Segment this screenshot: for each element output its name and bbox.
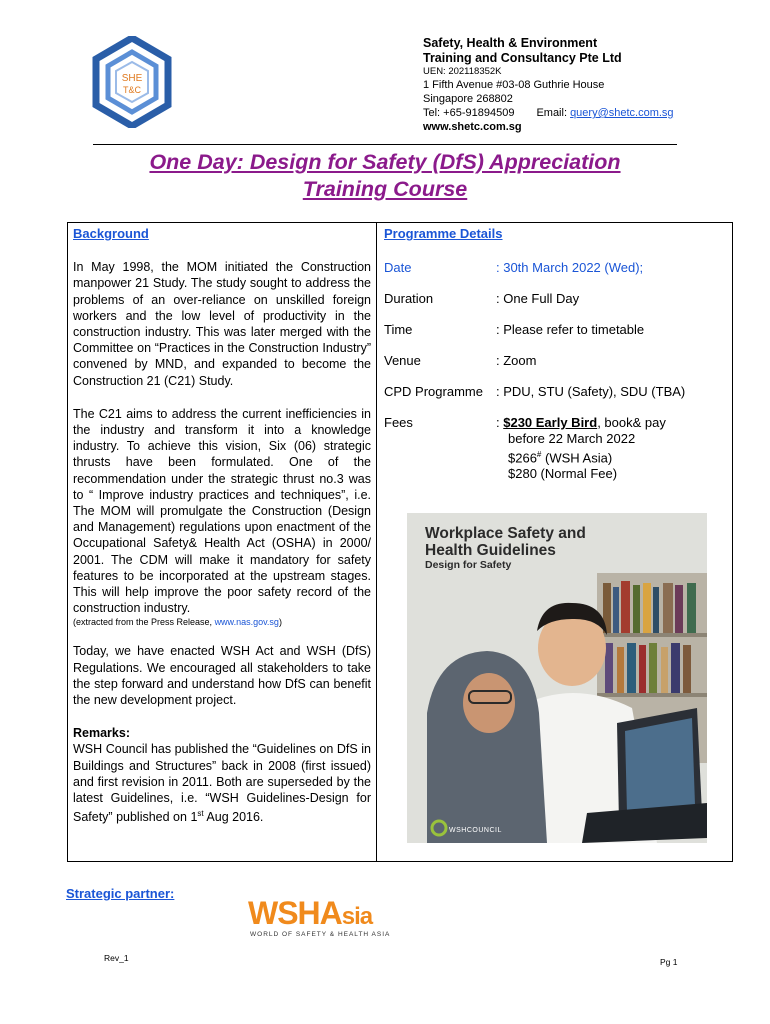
poster-org: WSHCOUNCIL	[449, 827, 502, 834]
fee-wsh-line	[496, 447, 730, 466]
company-name-line-2: Training and Consultancy Pte Ltd	[423, 51, 622, 65]
fee-early-bird-suffix: , book& pay	[597, 415, 666, 430]
remarks-superscript: st	[197, 809, 204, 819]
programme-row-venue	[384, 353, 730, 369]
company-contact	[423, 106, 743, 120]
time-label: Time	[384, 322, 413, 337]
programme-row-time	[384, 322, 730, 338]
email-link[interactable]: query@shetc.com.sg	[570, 107, 674, 119]
company-name-line-1: Safety, Health & Environment	[423, 36, 598, 50]
wsha-small: sia	[341, 903, 373, 930]
company-tel: Tel: +65-91894509	[423, 107, 515, 119]
venue-value: : Zoom	[496, 353, 537, 368]
poster-title	[425, 525, 586, 559]
remarks-text-1: WSH Council has published the “Guidelines on DfS in Buildings and Structures” back in 2008 (first issued) and first revision in 2011. Both are superseded by the latest Guidelines, i.e. “WSH Guidelines-Design for Safety” published on 1	[73, 742, 371, 825]
background-paragraph-2: The C21 aims to address the current inefficiencies in the industry and transform it into a knowledge industry. To achieve this vision, Six (06) strategic thrusts have been formulated. One of the recommendation under the strategic thrust no.3 was to “ Improve industry practices and techniques”, i.e. The MOM will promulgate the Construction (Design and Management) regulations upon enactment of the Occupational Safety& Health Act (OSHA) in 2000/ 2001. The CDM will make it mandatory for safety features to be incorporated at the upstream stages. This will help improve the poor safety record of the construction industry.	[73, 406, 371, 616]
fee-colon: :	[496, 415, 504, 430]
date-value: : 30th March 2022 (Wed);	[496, 260, 644, 275]
source-prefix: (extracted from the Press Release,	[73, 617, 215, 628]
wsha-main: WSHA	[248, 895, 342, 931]
duration-label: Duration	[384, 291, 434, 306]
fee-normal: $280 (Normal Fee)	[508, 466, 618, 482]
wsh-asia-logo-text	[248, 895, 372, 935]
venue-label: Venue	[384, 353, 421, 368]
programme-section	[384, 226, 730, 497]
programme-row-duration	[384, 291, 730, 307]
remarks-text	[73, 741, 371, 825]
content-table-divider	[376, 222, 377, 862]
remarks-heading: Remarks:	[73, 726, 130, 741]
revision-label: Rev_1	[104, 953, 129, 963]
fees-value	[496, 415, 730, 482]
fee-deadline: before 22 March 2022	[508, 431, 636, 446]
fee-wsh-superscript: #	[536, 450, 542, 459]
poster-title-line-2: Health Guidelines	[425, 542, 556, 559]
company-info	[423, 36, 743, 135]
date-label: Date	[384, 260, 412, 275]
duration-value: : One Full Day	[496, 291, 580, 306]
strategic-partner-label: Strategic partner:	[66, 886, 175, 901]
fee-wsh-amount: $266	[508, 450, 537, 466]
company-logo	[92, 36, 172, 128]
cpd-label: CPD Programme	[384, 384, 483, 399]
fees-label: Fees	[384, 415, 413, 430]
poster-subtitle: Design for Safety	[425, 559, 512, 571]
programme-heading: Programme Details	[384, 226, 503, 241]
background-paragraph-3: Today, we have enacted WSH Act and WSH (DfS) Regulations. We encouraged all stakeholders to take the step forward and understand how DfS can benefit the new development project.	[73, 644, 371, 708]
press-release-source	[73, 616, 371, 629]
source-suffix: )	[278, 617, 282, 628]
background-section	[73, 226, 371, 826]
background-paragraph-1: In May 1998, the MOM initiated the Construction manpower 21 Study. The study sought to address the problems of an over-reliance on unskilled foreign workers and the low level of productivity in the construction industry. This was later merged with the Committee on “Practices in the Construction Industry” convened by MND, and expanded to become the Construction 21 (C21) Study.	[73, 260, 371, 388]
course-title-line-2: Training Course	[302, 177, 468, 201]
course-title	[60, 149, 710, 203]
fee-early-bird: $230 Early Bird	[503, 415, 598, 430]
course-title-line-1: One Day: Design for Safety (DfS) Appreciation	[149, 150, 621, 174]
email-label: Email:	[536, 107, 567, 119]
company-website[interactable]: www.shetc.com.sg	[423, 121, 522, 133]
wsh-asia-tagline: WORLD OF SAFETY & HEALTH ASIA	[250, 931, 391, 938]
background-heading: Background	[73, 226, 149, 241]
page-number: Pg 1	[660, 957, 678, 967]
programme-row-cpd	[384, 384, 730, 400]
fee-wsh-suffix: (WSH Asia)	[541, 450, 613, 466]
company-uen: UEN: 202118352K	[423, 66, 502, 77]
time-value: : Please refer to timetable	[496, 322, 645, 337]
header-divider	[93, 144, 677, 145]
fee-early-bird-line	[496, 415, 730, 431]
cpd-value: : PDU, STU (Safety), SDU (TBA)	[496, 384, 686, 399]
logo-text-tc: T&C	[123, 85, 141, 95]
company-address-2: Singapore 268802	[423, 93, 513, 105]
poster-title-line-1: Workplace Safety and	[425, 525, 586, 542]
logo-text-she: SHE	[121, 73, 143, 84]
hexagon-logo-icon	[92, 36, 172, 128]
wsh-asia-logo	[248, 895, 408, 943]
programme-row-fees	[384, 415, 730, 482]
remarks-text-2: Aug 2016.	[203, 810, 264, 825]
programme-row-date	[384, 260, 730, 276]
wsh-guidelines-poster	[407, 513, 707, 843]
company-address-1: 1 Fifth Avenue #03-08 Guthrie House	[423, 79, 605, 91]
source-link[interactable]: www.nas.gov.sg	[214, 617, 279, 628]
